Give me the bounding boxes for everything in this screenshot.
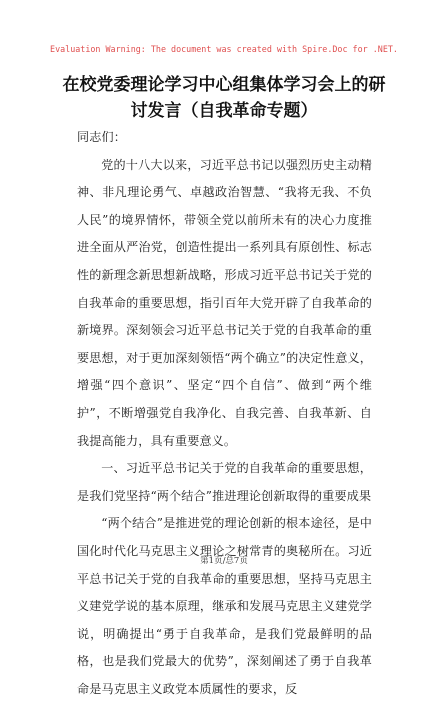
evaluation-warning: Evaluation Warning: The document was created with Spire.Doc for .NET. — [50, 44, 398, 54]
greeting: 同志们： — [77, 130, 126, 144]
page-number: 第1页/总7页 — [200, 556, 248, 566]
document-body — [77, 124, 372, 703]
document-title: 在校党委理论学习中心组集体学习会上的研讨发言（自我革命专题） — [62, 75, 386, 121]
paragraph-intro: 党的十八大以来，习近平总书记以强烈历史主动精神、非凡理论勇气、卓越政治智慧、“我将无我、不负人民”的境界情怀，带领全党以前所未有的决心力度推进全面从严治党，创造性提出一系列具有原创性、标志性的新理念新思想新战略，形成习近平总书记关于党的自我革命的重要思想，指引百年大党开辟了自我革命的新境界。深刻领会习近平总书记关于党的自我革命的重要思想，对于更加深刻领悟“两个确立”的决定性意义，增强“四个意识”、坚定“四个自信”、做到“两个维护”，不断增强党自我净化、自我完善、自我革新、自我提高能力，具有重要意义。 — [77, 157, 372, 448]
section-heading-1: 一、习近平总书记关于党的自我革命的重要思想，是我们党坚持“两个结合”推进理论创新取得的重要成果 — [77, 461, 372, 503]
paragraph-section-1: “两个结合”是推进党的理论创新的根本途径，是中国化时代化马克思主义理论之树常青的奥秘所在。习近平总书记关于党的自我革命的重要思想，坚持马克思主义建党学说的基本原理，继承和发展马克思主义建党学说，明确提出“勇于自我革命，是我们党最鲜明的品格，也是我们党最大的优势”，深刻阐述了勇于自我革命是马克思主义政党本质属性的要求，反 — [77, 516, 372, 696]
